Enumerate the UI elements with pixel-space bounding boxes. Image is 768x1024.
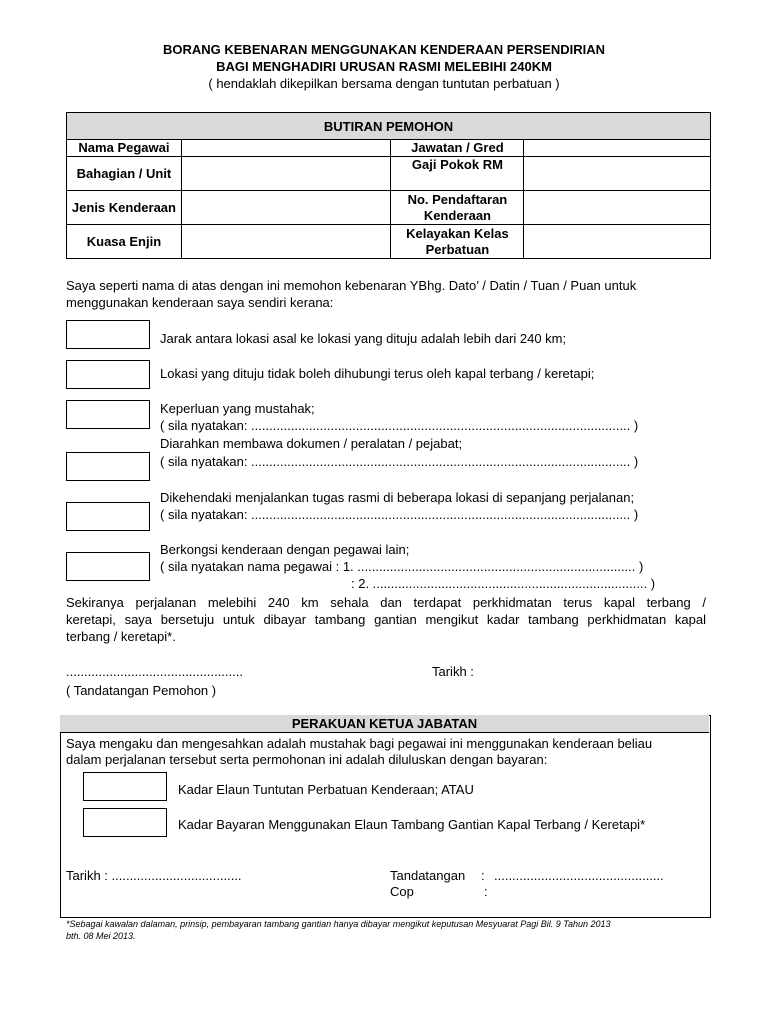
hod-signature-field[interactable]: ............................................... [494,868,664,883]
reason-5-label: Dikehendaki menjalankan tugas rasmi di beberapa lokasi di sepanjang perjalanan; [160,490,635,505]
stamp-label: Cop [390,884,414,899]
reason-2-checkbox[interactable] [66,360,150,389]
option-2-checkbox[interactable] [83,808,167,837]
applicant-signature-field[interactable]: ................................................. [66,664,243,679]
footnote-line-1: *Sebagai kawalan dalaman, prinsip, pembayaran tambang gantian hanya dibayar mengikut keputusan Mesyuarat Pagi Bil. 9 Tahun 2013 [66,919,611,929]
certification-line-1: Saya mengaku dan mengesahkan adalah mustahak bagi pegawai ini menggunakan kenderaan beliau [66,736,653,751]
option-2-text: Kadar Bayaran Menggunakan Elaun Tambang Gantian Kapal Terbang / Keretapi* [178,817,646,832]
label-no-pendaftaran: No. Pendaftaran Kenderaan [391,191,524,225]
reason-5-specify-field[interactable]: ( sila nyatakan: ......................................................................................................... ) [160,507,639,522]
applicant-table-heading: BUTIRAN PEMOHON [67,113,711,140]
label-kelayakan-kelas: Kelayakan Kelas Perbatuan [391,225,524,259]
label-kuasa-enjin: Kuasa Enjin [67,225,182,259]
agreement-line-3: terbang / keretapi*. [66,629,176,644]
field-gaji-pokok[interactable] [524,157,711,191]
label-jawatan-gred: Jawatan / Gred [391,140,524,157]
label-bahagian-unit: Bahagian / Unit [67,157,182,191]
agreement-paragraph [66,594,706,645]
stamp-colon: : [484,884,488,899]
form-title-line-2: BAGI MENGHADIRI URUSAN RASMI MELEBIHI 240KM [216,59,552,74]
table-row [67,140,711,157]
label-gaji-pokok: Gaji Pokok RM [391,157,524,191]
field-kelayakan-kelas[interactable] [524,225,711,259]
field-no-pendaftaran[interactable] [524,191,711,225]
applicant-signature-label: ( Tandatangan Pemohon ) [66,683,217,698]
reason-5-checkbox[interactable] [66,502,150,531]
intro-line-2: menggunakan kenderaan saya sendiri kerana: [66,295,334,310]
agreement-line-1: Sekiranya perjalanan melebihi 240 km sehala dan terdapat perkhidmatan terus kapal terbang / [66,595,706,610]
certification-date-field[interactable]: Tarikh : .................................... [66,868,242,883]
table-row [67,157,711,191]
reason-2-text: Lokasi yang dituju tidak boleh dihubungi terus oleh kapal terbang / keretapi; [160,366,595,381]
agreement-line-2: keretapi, saya bersetuju untuk dibayar tambang gantian mengikut kadar tambang perkhidmatan kapal [66,612,706,627]
reason-4-checkbox[interactable] [66,452,150,481]
reason-3-label: Keperluan yang mustahak; [160,401,315,416]
reason-1-checkbox[interactable] [66,320,150,349]
field-jenis-kenderaan[interactable] [181,191,391,225]
field-jawatan-gred[interactable] [524,140,711,157]
reason-6-checkbox[interactable] [66,552,150,581]
reason-3-specify-field[interactable]: ( sila nyatakan: ......................................................................................................... ) [160,418,639,433]
reason-4-label: Diarahkan membawa dokumen / peralatan / pejabat; [160,436,463,451]
applicant-details-table [66,112,711,259]
form-title-line-1: BORANG KEBENARAN MENGGUNAKAN KENDERAAN PERSENDIRIAN [162,42,606,57]
reason-6-label: Berkongsi kenderaan dengan pegawai lain; [160,542,410,557]
reason-4-specify-field[interactable]: ( sila nyatakan: ......................................................................................................... ) [160,454,639,469]
table-row [67,191,711,225]
intro-line-1: Saya seperti nama di atas dengan ini memohon kebenaran YBhg. Dato’ / Datin / Tuan / Puan untuk [66,278,637,293]
reason-6-officer-1-field[interactable]: ( sila nyatakan nama pegawai : 1. ............................................................................. ) [160,559,644,574]
table-row [67,225,711,259]
option-1-checkbox[interactable] [83,772,167,801]
certification-heading: PERAKUAN KETUA JABATAN [60,715,709,733]
label-nama-pegawai: Nama Pegawai [67,140,182,157]
form-subtitle: ( hendaklah dikepilkan bersama dengan tuntutan perbatuan ) [208,76,560,91]
field-bahagian-unit[interactable] [181,157,391,191]
label-jenis-kenderaan: Jenis Kenderaan [67,191,182,225]
footnote-line-2: bth. 08 Mei 2013. [66,931,136,941]
hod-signature-label: Tandatangan [390,868,466,883]
hod-signature-colon: : [481,868,485,883]
field-kuasa-enjin[interactable] [181,225,391,259]
option-1-text: Kadar Elaun Tuntutan Perbatuan Kenderaan; ATAU [178,782,474,797]
certification-line-2: dalam perjalanan tersebut serta permohonan ini adalah diluluskan dengan bayaran: [66,752,548,767]
reason-1-text: Jarak antara lokasi asal ke lokasi yang dituju adalah lebih dari 240 km; [160,331,567,346]
reason-6-officer-2-field[interactable]: : 2. ............................................................................ ) [351,576,656,591]
applicant-date-label: Tarikh : [432,664,474,679]
field-nama-pegawai[interactable] [181,140,391,157]
reason-3-checkbox[interactable] [66,400,150,429]
